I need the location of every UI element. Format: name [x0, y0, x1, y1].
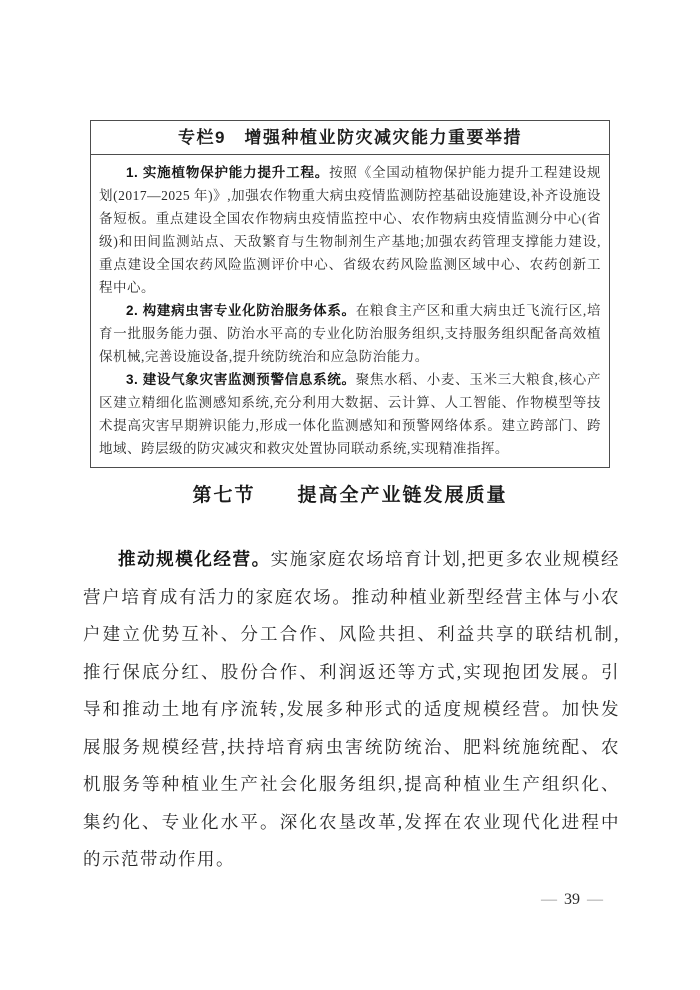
callout-item-2-lead: 2. 构建病虫害专业化防治服务体系。 — [126, 303, 356, 318]
callout-item-2-text: 在粮食主产区和重大病虫迁飞流行区,培育一批服务能力强、防治水平高的专业化防治服务组织,支持服务组织配备高效植保机械,完善设施设备,提升统防统治和应急防治能力。 — [99, 303, 601, 364]
body-paragraph-lead: 推动规模化经营。 — [118, 549, 271, 569]
page-number-dash-right: — — [587, 891, 603, 908]
section-heading: 第七节 提高全产业链发展质量 — [192, 485, 508, 506]
callout-item-1 — [99, 161, 601, 299]
callout-box-body — [91, 155, 609, 467]
page-number-value: 39 — [564, 891, 580, 908]
callout-item-1-text: 按照《全国动植物保护能力提升工程建设规划(2017—2025 年)》,加强农作物重大病虫疫情监测防控基础设施建设,补齐设施设备短板。重点建设全国农作物病虫疫情监控中心、农作物病虫疫情监测分中心(省级)和田间监测站点、天敌繁育与生物制剂生产基地;加强农药管理支撑能力建设,重点建设全国农药风险监测评价中心、省级农药风险监测区域中心、农药创新工程中心。 — [99, 165, 602, 295]
callout-item-1-lead: 1. 实施植物保护能力提升工程。 — [126, 165, 330, 180]
page-number-dash-left: — — [541, 891, 557, 908]
callout-item-2 — [99, 299, 601, 368]
callout-item-3 — [99, 368, 601, 460]
callout-box — [90, 120, 610, 468]
callout-item-3-text: 聚焦水稻、小麦、玉米三大粮食,核心产区建立精细化监测感知系统,充分利用大数据、云计算、人工智能、作物模型等技术提高灾害早期辨识能力,形成一体化监测感知和预警网络体系。建立跨部门、跨地域、跨层级的防灾减灾和救灾处置协同联动系统,实现精准指挥。 — [99, 372, 601, 456]
callout-item-3-lead: 3. 建设气象灾害监测预警信息系统。 — [126, 372, 356, 387]
body-paragraph-text: 实施家庭农场培育计划,把更多农业规模经营户培育成有活力的家庭农场。推动种植业新型经营主体与小农户建立优势互补、分工合作、风险共担、利益共享的联结机制,推行保底分红、股份合作、利润返还等方式,实现抱团发展。引导和推动土地有序流转,发展多种形式的适度规模经营。加快发展服务规模经营,扶持培育病虫害统防统治、肥料统施统配、农机服务等种植业生产社会化服务组织,提高种植业生产组织化、集约化、专业化水平。深化农垦改革,发挥在农业现代化进程中的示范带动作用。 — [83, 549, 621, 869]
page-number — [534, 889, 610, 911]
body-paragraph — [83, 541, 620, 879]
callout-box-title: 专栏9 增强种植业防灾减灾能力重要举措 — [91, 121, 609, 155]
